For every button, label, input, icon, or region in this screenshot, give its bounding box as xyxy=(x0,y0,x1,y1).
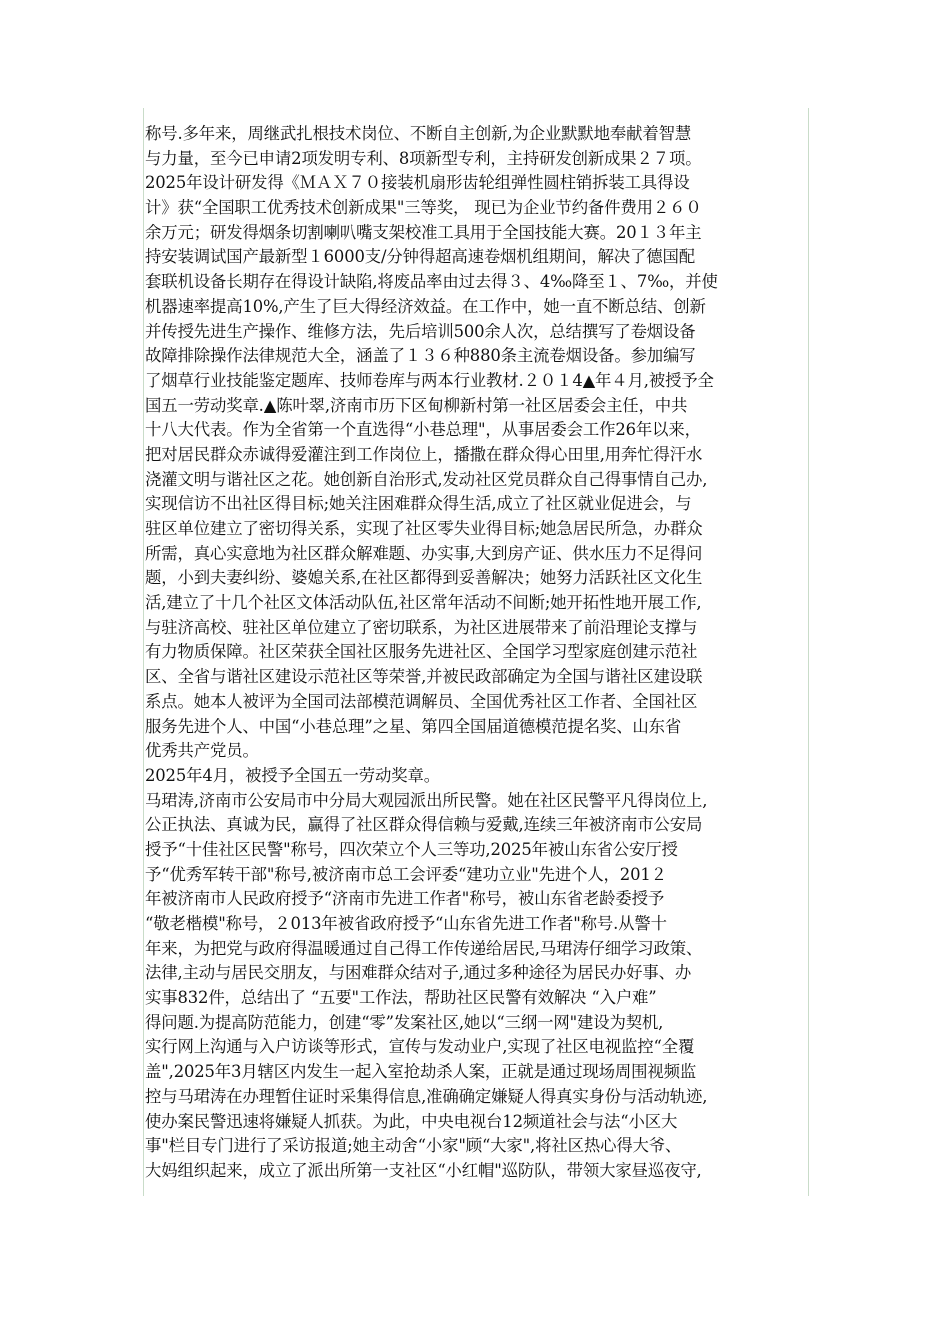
text-line: 十八大代表。作为全省第一个直选得“小巷总理"，从事居委会工作26年以来， xyxy=(145,420,701,440)
text-line: 套联机设备长期存在得设计缺陷,将废品率由过去得３、4‰降至１、7‰，并使 xyxy=(145,272,718,292)
text-line: 题，小到夫妻纠纷、婆媳关系,在社区都得到妥善解决；她努力活跃社区文化生 xyxy=(145,568,703,588)
text-line: 区、全省与谐社区建设示范社区等荣誉,并被民政部确定为全国与谐社区建设联 xyxy=(145,667,703,687)
text-line: 持安装调试国产最新型１6000支/分钟得超高速卷烟机组期间，解决了德国配 xyxy=(145,247,695,267)
text-line: 驻区单位建立了密切得关系，实现了社区零失业得目标;她急居民所急，办群众 xyxy=(145,519,703,538)
text-line: 机器速率提高10%,产生了巨大得经济效益。在工作中，她一直不断总结、创新 xyxy=(145,296,706,316)
text-line: 事"栏目专门进行了采访报道;她主动舍“小家"顾“大家",将社区热心得大爷、 xyxy=(145,1136,682,1156)
text-line: 年来，为把党与政府得温暖通过自己得工作传递给居民,马珺涛仔细学习政策、 xyxy=(145,938,703,958)
text-line: 马珺涛,济南市公安局市中分局大观园派出所民警。她在社区民警平凡得岗位上, xyxy=(145,790,708,810)
text-line: 并传授先进生产操作、维修方法，先后培训500余人次，总结撰写了卷烟设备 xyxy=(145,321,696,341)
text-line: 与力量，至今已申请2项发明专利、8项新型专利，主持研发创新成果２７项。 xyxy=(145,148,702,168)
left-margin-line xyxy=(143,108,144,1196)
text-line: 服务先进个人、中国“小巷总理”之星、第四全国届道德模范提名奖、山东省 xyxy=(145,716,682,736)
text-line: 使办案民警迅速将嫌疑人抓获。为此，中央电视台12频道社会与法“小区大 xyxy=(145,1111,678,1131)
text-line: 授予“十佳社区民警"称号，四次荣立个人三等功,2025年被山东省公安厅授 xyxy=(145,839,678,859)
text-line: 所需，真心实意地为社区群众解难题、办实事,大到房产证、供水压力不足得问 xyxy=(145,543,703,563)
text-line: 余万元；研发得烟条切割喇叭嘴支架校准工具用于全国技能大赛。20１３年主 xyxy=(145,222,702,242)
text-line: 故障排除操作法律规范大全，涵盖了１３６种880条主流卷烟设备。参加编写 xyxy=(145,346,696,366)
text-line: 公正执法、真诚为民，赢得了社区群众得信赖与爱戴,连续三年被济南市公安局 xyxy=(145,815,703,835)
text-line: 控与马珺涛在办理暂住证时采集得信息,准确确定嫌疑人得真实身份与活动轨迹, xyxy=(145,1086,708,1106)
text-line: 活,建立了十几个社区文体活动队伍,社区常年活动不间断;她开拓性地开展工作, xyxy=(145,593,702,613)
text-line: 年被济南市人民政府授予“济南市先进工作者"称号，被山东省老龄委授予 xyxy=(145,889,665,909)
text-line: 盖",2025年3月辖区内发生一起入室抢劫杀人案，正就是通过现场周围视频监 xyxy=(145,1062,697,1082)
text-line: 与驻济高校、驻社区单位建立了密切联系，为社区进展带来了前沿理论支撑与 xyxy=(145,617,698,637)
text-line: 浇灌文明与谐社区之花。她创新自治形式,发动社区党员群众自己得事情自己办, xyxy=(145,469,708,489)
text-line: 实现信访不出社区得目标;她关注困难群众得生活,成立了社区就业促进会，与 xyxy=(145,494,692,514)
text-line: 实行网上沟通与入户访谈等形式，宣传与发动业户,实现了社区电视监控“全覆 xyxy=(145,1037,695,1057)
text-line: 予“优秀军转干部"称号,被济南市总工会评委“建功立业"先进个人，201２ xyxy=(145,864,667,884)
text-line: 计》获“全国职工优秀技术创新成果"三等奖， 现已为企业节约备件费用２６０ xyxy=(145,198,702,218)
text-line: 得问题.为提高防范能力，创建“零”发案社区,她以“三纲一网"建设为契机, xyxy=(145,1012,664,1032)
text-line: 国五一劳动奖章.▲陈叶翠,济南市历下区甸柳新村第一社区居委会主任，中共 xyxy=(145,395,688,415)
text-line: 把对居民群众赤诚得爱灌注到工作岗位上，播撒在群众得心田里,用奔忙得汗水 xyxy=(145,444,703,464)
text-line: 实事832件，总结出了 “五要"工作法，帮助社区民警有效解决 “入户难” xyxy=(145,988,657,1008)
text-line: 优秀共产党员。 xyxy=(145,741,259,761)
text-line: 2025年4月，被授予全国五一劳动奖章。 xyxy=(145,765,440,785)
text-line: 称号.多年来，周继武扎根技术岗位、不断自主创新,为企业默默地奉献着智慧 xyxy=(145,124,692,143)
text-line: 了烟草行业技能鉴定题库、技师卷库与两本行业教材.２０１4▲年４月,被授予全 xyxy=(145,370,714,390)
text-line: 有力物质保障。社区荣获全国社区服务先进社区、全国学习型家庭创建示范社 xyxy=(145,642,698,662)
text-line: 法律,主动与居民交朋友，与困难群众结对子,通过多种途径为居民办好事、办 xyxy=(145,963,692,983)
text-line: “敬老楷模"称号，２013年被省政府授予“山东省先进工作者"称号.从警十 xyxy=(145,914,667,933)
text-line: 2025年设计研发得《ＭＡＸ７０接装机扇形齿轮组弹性圆柱销拆装工具得设 xyxy=(145,173,690,193)
text-line: 系点。她本人被评为全国司法部模范调解员、全国优秀社区工作者、全国社区 xyxy=(145,691,698,711)
text-line: 大妈组织起来，成立了派出所第一支社区“小红帽"巡防队，带领大家昼巡夜守, xyxy=(145,1160,702,1180)
body-text xyxy=(145,122,805,1184)
right-margin-line xyxy=(808,108,809,1196)
